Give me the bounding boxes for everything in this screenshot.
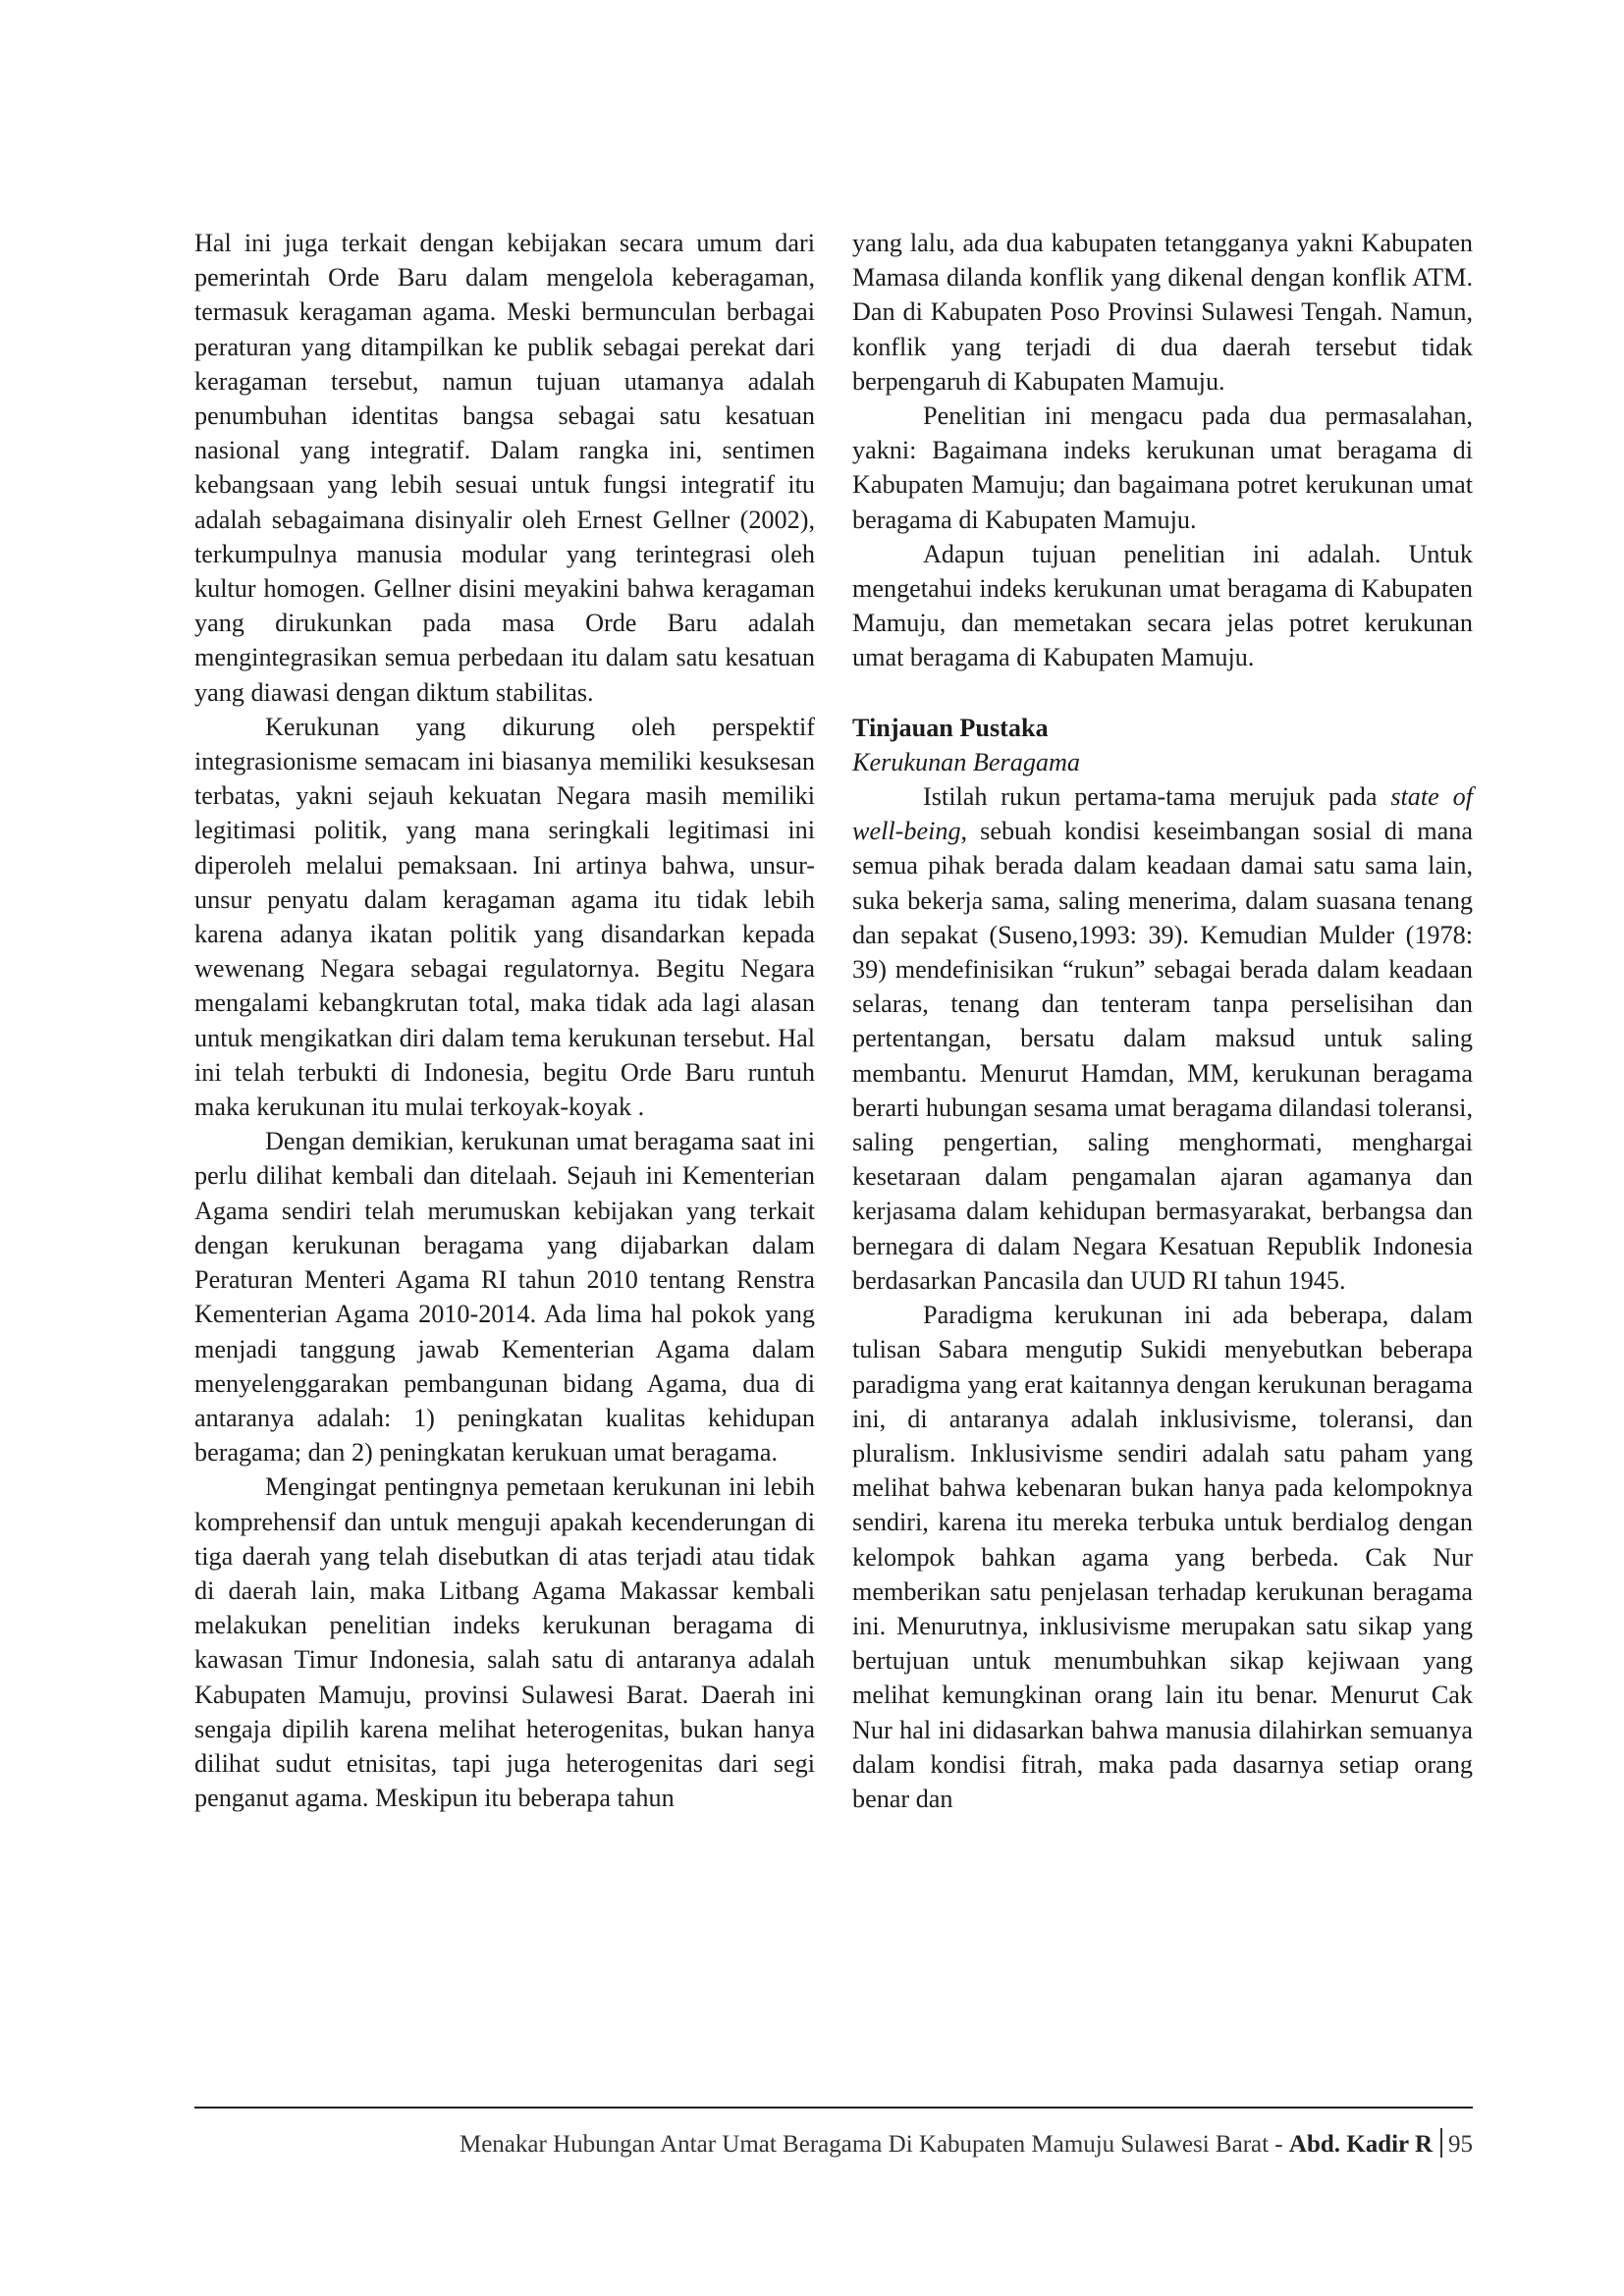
paragraph bbox=[852, 779, 1473, 1298]
footer-author: Abd. Kadir R bbox=[1288, 2131, 1433, 2158]
italic-term: state of well-being bbox=[852, 782, 1473, 846]
page-number: 95 bbox=[1448, 2131, 1473, 2158]
paragraph: Paradigma kerukunan ini ada beberapa, dalam tulisan Sabara mengutip Sukidi menyebutkan beberapa paradigma yang erat kaitannya dengan kerukunan beragama ini, di antaranya adalah inklusivisme, toleransi, dan pluralism. Inklusivisme sendiri adalah satu paham yang melihat bahwa kebenaran bukan hanya pada kelompoknya sendiri, karena itu mereka terbuka untuk berdialog dengan kelompok bahkan agama yang berbeda. Cak Nur memberikan satu penjelasan terhadap kerukunan beragama ini. Menurutnya, inklusivisme merupakan satu sikap yang bertujuan untuk menumbuhkan sikap kejiwaan yang melihat kemungkinan orang lain itu benar. Menurut Cak Nur hal ini didasarkan bahwa manusia dilahirkan semuanya dalam kondisi fitrah, maka pada dasarnya setiap orang benar dan bbox=[852, 1301, 1473, 1813]
subsection-heading: Kerukunan Beragama bbox=[852, 747, 1081, 776]
section-heading: Tinjauan Pustaka bbox=[852, 713, 1049, 742]
left-column bbox=[194, 226, 815, 1815]
footer-title: Menakar Hubungan Antar Umat Beragama Di Kabupaten Mamuju Sulawesi Barat - bbox=[459, 2131, 1289, 2158]
paragraph: Dengan demikian, kerukunan umat beragama saat ini perlu dilihat kembali dan ditelaah. Sejauh ini Kementerian Agama sendiri telah merumuskan kebijakan yang terkait dengan kerukunan beragama yang dijabarkan dalam Peraturan Menteri Agama RI tahun 2010 tentang Renstra Kementerian Agama 2010-2014. Ada lima hal pokok yang menjadi tanggung jawab Kementerian Agama dalam menyelenggarakan pembangunan bidang Agama, dua di antaranya adalah: 1) peningkatan kualitas kehidupan beragama; dan 2) peningkatan kerukuan umat beragama. bbox=[194, 1127, 815, 1468]
paragraph: Mengingat pentingnya pemetaan kerukunan ini lebih komprehensif dan untuk menguji apakah kecenderungan di tiga daerah yang telah disebutkan di atas terjadi atau tidak di daerah lain, maka Litbang Agama Makassar kembali melakukan penelitian indeks kerukunan beragama di kawasan Timur Indonesia, salah satu di antaranya adalah Kabupaten Mamuju, provinsi Sulawesi Barat. Daerah ini sengaja dipilih karena melihat heterogenitas, bukan hanya dilihat sudut etnisitas, tapi juga heterogenitas dari segi penganut agama. Meskipun itu beberapa tahun bbox=[194, 1472, 815, 1813]
paragraph: Hal ini juga terkait dengan kebijakan secara umum dari pemerintah Orde Baru dalam mengelola keberagaman, termasuk keragaman agama. Meski bermunculan berbagai peraturan yang ditampilkan ke publik sebagai perekat dari keragaman tersebut, namun tujuan utamanya adalah penumbuhan identitas bangsa sebagai satu kesatuan nasional yang integratif. Dalam rangka ini, sentimen kebangsaan yang lebih sesuai untuk fungsi integratif itu adalah sebagaimana disinyalir oleh Ernest Gellner (2002), terkumpulnya manusia modular yang terintegrasi oleh kultur homogen. Gellner disini meyakini bahwa keragaman yang dirukunkan pada masa Orde Baru adalah mengintegrasikan semua perbedaan itu dalam satu kesatuan yang diawasi dengan diktum stabilitas. bbox=[194, 229, 815, 707]
right-column bbox=[852, 226, 1473, 1816]
paragraph: yang lalu, ada dua kabupaten tetangganya yakni Kabupaten Mamasa dilanda konflik yang dikenal dengan konflik ATM. Dan di Kabupaten Poso Provinsi Sulawesi Tengah. Namun, konflik yang terjadi di dua daerah tersebut tidak berpengaruh di Kabupaten Mamuju. bbox=[852, 229, 1473, 396]
paragraph: Adapun tujuan penelitian ini adalah. Untuk mengetahui indeks kerukunan umat beragama di Kabupaten Mamuju, dan memetakan secara jelas potret kerukunan umat beragama di Kabupaten Mamuju. bbox=[852, 539, 1473, 672]
footer-divider bbox=[194, 2107, 1473, 2109]
running-footer bbox=[460, 2128, 1473, 2159]
paragraph-text: Istilah rukun pertama-tama merujuk pada bbox=[923, 782, 1391, 812]
paragraph: Kerukunan yang dikurung oleh perspektif integrasionisme semacam ini biasanya memiliki kesuksesan terbatas, yakni sejauh kekuatan Negara masih memiliki legitimasi politik, yang mana seringkali legitimasi ini diperoleh melalui pemaksaan. Ini artinya bahwa, unsur-unsur penyatu dalam keragaman agama itu tidak lebih karena adanya ikatan politik yang disandarkan kepada wewenang Negara sebagai regulatornya. Begitu Negara mengalami kebangkrutan total, maka tidak ada lagi alasan untuk mengikatkan diri dalam tema kerukunan tersebut. Hal ini telah terbukti di Indonesia, begitu Orde Baru runtuh maka kerukunan itu mulai terkoyak-koyak . bbox=[194, 712, 815, 1122]
paragraph: Penelitian ini mengacu pada dua permasalahan, yakni: Bagaimana indeks kerukunan umat beragama di Kabupaten Mamuju; dan bagaimana potret kerukunan umat beragama di Kabupaten Mamuju. bbox=[852, 401, 1473, 534]
paragraph-text: , sebuah kondisi keseimbangan sosial di mana semua pihak berada dalam keadaan damai satu sama lain, suka bekerja sama, saling menerima, dalam suasana tenang dan sepakat (Suseno,1993: 39). Kemudian Mulder (1978: 39) mendefinisikan “rukun” sebagai berada dalam keadaan selaras, tenang dan tenteram tanpa perselisihan dan pertentangan, bersatu dalam maksud untuk saling membantu. Menurut Hamdan, MM, kerukunan beragama berarti hubungan sesama umat beragama dilandasi toleransi, saling pengertian, saling menghormati, menghargai kesetaraan dalam pengamalan ajaran agamanya dan kerjasama dalam kehidupan bermasyarakat, berbangsa dan bernegara di dalam Negara Kesatuan Republik Indonesia berdasarkan Pancasila dan UUD RI tahun 1945. bbox=[852, 817, 1473, 1295]
footer-separator bbox=[1440, 2128, 1442, 2158]
